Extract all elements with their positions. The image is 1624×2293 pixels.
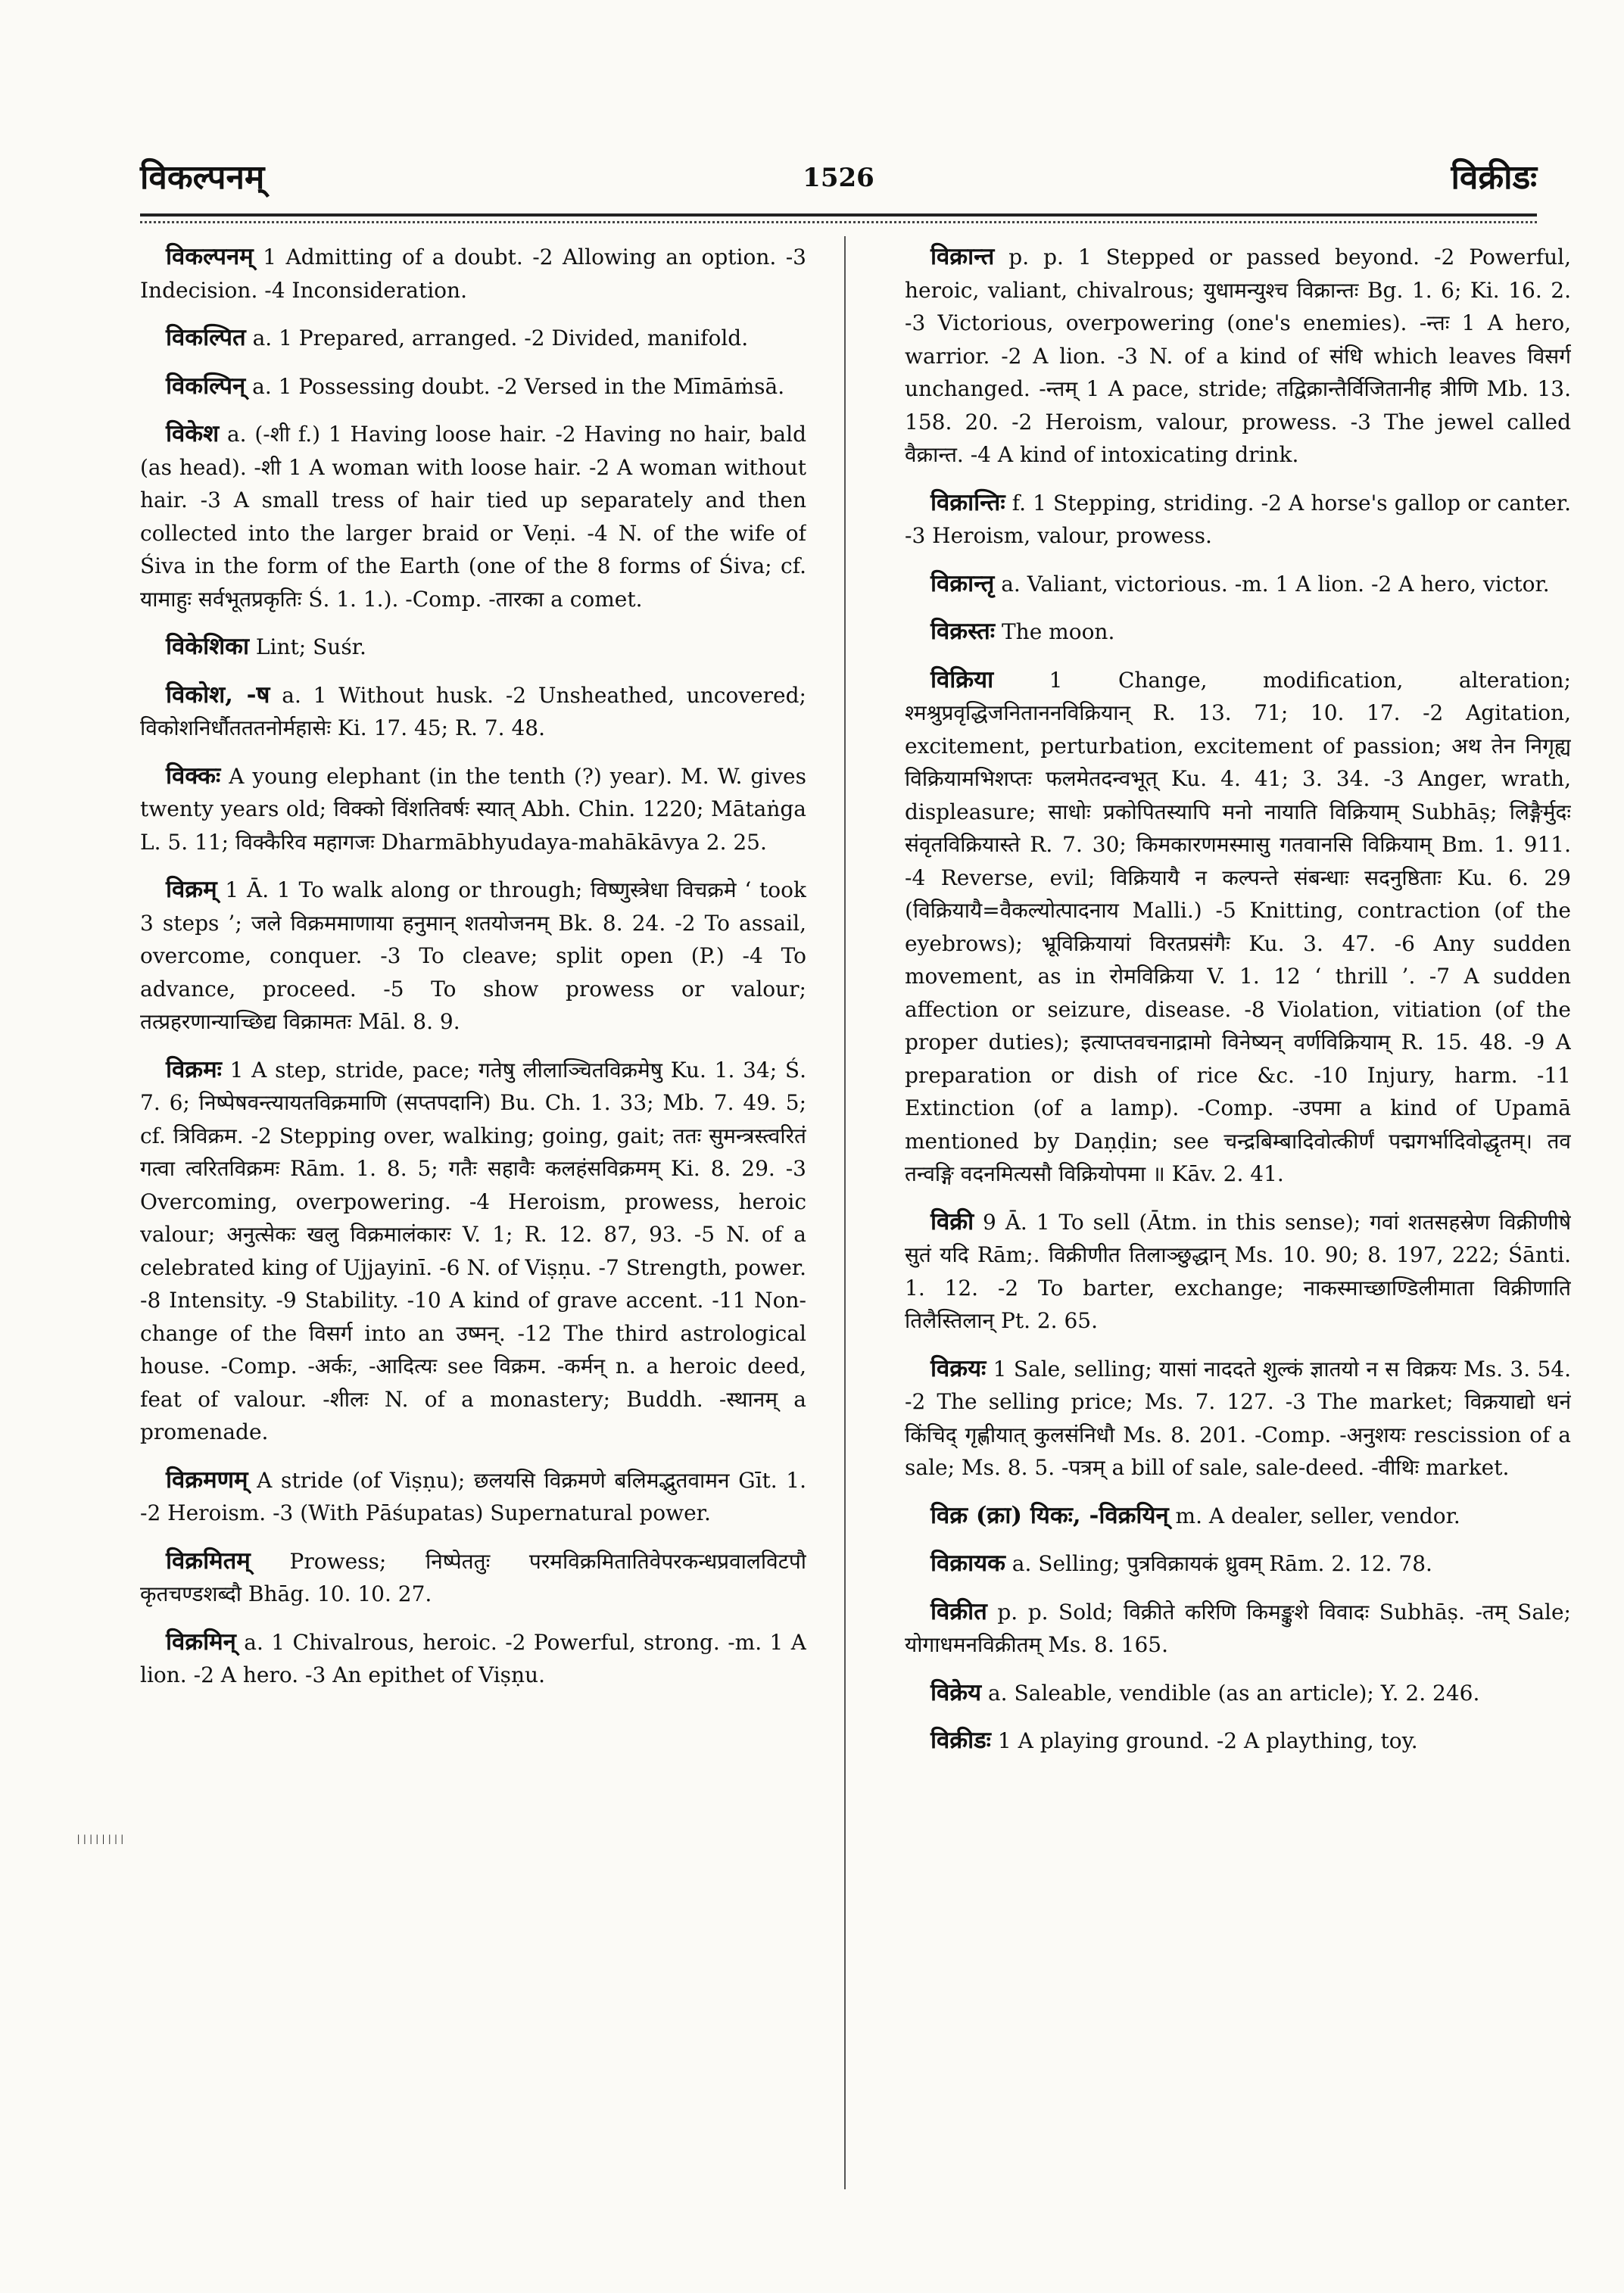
dictionary-entry	[140, 874, 806, 1039]
entry-headword: विक्री	[930, 1207, 974, 1235]
entry-definition: p. p. 1 Stepped or passed beyond. -2 Powerful, heroic, valiant, chivalrous; युधामन्युश्च विक्रान्तः Bg. 1. 6; Ki. 16. 2. -3 Victorious, overpowering (one's enemies). -न्तः 1 A hero, warrior. -2 A lion. -3 N. of a kind of संधि which leaves विसर्ग unchanged. -न्तम् 1 A pace, stride; तद्विक्रान्तैर्विजितानीह त्रीणि Mb. 13. 158. 20. -2 Heroism, valour, prowess. -3 The jewel called वैक्रान्त. -4 A kind of intoxicating drink.	[905, 245, 1571, 467]
right-running-headword: विक्रीडः	[1451, 158, 1537, 197]
entry-headword: विक्रस्तः	[930, 618, 996, 645]
entry-definition: a. 1 Possessing doubt. -2 Versed in the Mīmāṁsā.	[245, 373, 785, 399]
entry-headword: विक्रमः	[166, 1055, 222, 1083]
entry-headword: विक्रेय	[930, 1678, 982, 1706]
entry-headword: विकेशिका	[166, 633, 250, 660]
entry-headword: विक्रान्तिः	[930, 488, 1005, 516]
entry-definition: 9 Ā. 1 To sell (Ātm. in this sense); गवां शतसहस्रेण विक्रीणीषे सुतं यदि Rām;. विक्रीणीत तिलाञ्छुद्धान् Ms. 10. 90; 8. 197, 222; Śānti. 1. 12. -2 To barter, exchange; नाकस्माच्छाण्डिलीमाता विक्रीणाति तिलैस्तिलान् Pt. 2. 65.	[905, 1209, 1571, 1333]
entry-headword: विक्रीत	[930, 1597, 987, 1625]
dictionary-entry	[905, 1500, 1571, 1533]
dictionary-entry	[905, 241, 1571, 472]
entry-headword: विकोश, -ष	[166, 681, 270, 709]
entry-definition: p. p. Sold; विक्रीते करिणि किमङ्कुशे विवादः Subhāṣ. -तम् Sale; योगाधमनविक्रीतम् Ms. 8. 165.	[905, 1599, 1571, 1657]
margin-mark: ||||||||	[76, 1833, 126, 1844]
dictionary-entry	[905, 664, 1571, 1191]
dictionary-entry	[140, 631, 806, 664]
entry-definition: Lint; Suśr.	[249, 634, 366, 659]
entry-headword: विक्कः	[166, 762, 221, 790]
entry-headword: विक्रीडः	[930, 1727, 991, 1754]
entry-headword: विक्रान्तृ	[930, 569, 995, 597]
dictionary-entry	[905, 615, 1571, 649]
dictionary-entry	[905, 1724, 1571, 1758]
page-number: 1526	[803, 163, 874, 193]
entry-definition: f. 1 Stepping, striding. -2 A horse's gallop or canter. -3 Heroism, valour, prowess.	[905, 490, 1571, 548]
entry-definition: a. Saleable, vendible (as an article); Y. 2. 246.	[981, 1680, 1480, 1706]
entry-definition: a. 1 Prepared, arranged. -2 Divided, manifold.	[245, 326, 749, 350]
column-divider	[844, 236, 846, 2189]
entry-headword: विक्रमिन्	[166, 1628, 236, 1656]
dictionary-entry	[140, 679, 806, 745]
dictionary-entry	[140, 760, 806, 859]
entry-definition: Prowess; निष्पेततुः परमविक्रमितातिवेपरकन्धप्रवालविटपौ कृतचण्डशब्दौ Bhāg. 10. 10. 27.	[140, 1548, 806, 1606]
entry-definition: a. Valiant, victorious. -m. 1 A lion. -2 A hero, victor.	[994, 571, 1550, 597]
dictionary-entry	[140, 322, 806, 355]
entry-headword: विकेश	[166, 420, 220, 447]
entry-headword: विकल्पिन्	[166, 372, 246, 400]
entry-definition: 1 A playing ground. -2 A plaything, toy.	[990, 1728, 1418, 1753]
dictionary-entry	[905, 1353, 1571, 1485]
left-column	[140, 241, 806, 2179]
entry-definition: A young elephant (in the tenth (?) year). M. W. gives twenty years old; विक्को विंशतिवर्षः स्यात् Abh. Chin. 1220; Mātaṅga L. 5. 11; विक्कैरिव महागजः Dharmābhyudaya-mahākāvya 2. 25.	[140, 763, 806, 855]
page-header	[140, 155, 1537, 208]
header-rule	[140, 213, 1537, 217]
dictionary-entry	[140, 1626, 806, 1692]
entry-definition: 1 Admitting of a doubt. -2 Allowing an option. -3 Indecision. -4 Inconsideration.	[140, 245, 806, 303]
dictionary-entry	[905, 1677, 1571, 1710]
entry-headword: विक्रायक	[930, 1550, 1005, 1577]
dictionary-entry	[905, 1206, 1571, 1338]
entry-definition: a. Selling; पुत्रविक्रायकं ध्रुवम् Rām. 2. 12. 78.	[1005, 1551, 1432, 1576]
dictionary-entry	[140, 1464, 806, 1530]
left-running-headword: विकल्पनम्	[140, 158, 265, 197]
right-column	[905, 241, 1571, 2179]
entry-definition: 1 Ā. 1 To walk along or through; विष्णुस्त्रेधा विचक्रमे ‘ took 3 steps ’; जले विक्रममाणाया हनुमान् शतयोजनम् Bk. 8. 24. -2 To assail, overcome, conquer. -3 To cleave; split open (P.) -4 To advance, proceed. -5 To show prowess or valour; तत्प्रहरणान्याच्छिद्य विक्रामतः Māl. 8. 9.	[140, 877, 806, 1034]
entry-headword: विक्रिया	[930, 665, 994, 693]
entry-definition: 1 Sale, selling; यासां नाददते शुल्कं ज्ञातयो न स विक्रयः Ms. 3. 54. -2 The selling price; Ms. 7. 127. -3 The market; विक्रयाद्यो धनं किंचिद् गृह्णीयात् कुलसंनिधौ Ms. 8. 201. -Comp. -अनुशयः rescission of a sale; Ms. 8. 5. -पत्रम् a bill of sale, sale-deed. -वीथिः market.	[905, 1356, 1571, 1480]
entry-definition: a. (-शी f.) 1 Having loose hair. -2 Having no hair, bald (as head). -शी 1 A woman with loose hair. -2 A woman without hair. -3 A small tress of hair tied up separately and then collected into the larger braid or Veṇi. -4 N. of the wife of Śiva in the form of the Earth (one of the 8 forms of Śiva; cf. यामाहुः सर्वभूतप्रकृतिः Ś. 1. 1.). -Comp. -तारका a comet.	[140, 422, 806, 612]
entry-headword: विकल्पित	[166, 324, 246, 351]
dictionary-entry	[905, 487, 1571, 553]
entry-headword: विक्रम्	[166, 876, 217, 903]
entry-definition: a. 1 Chivalrous, heroic. -2 Powerful, strong. -m. 1 A lion. -2 A hero. -3 An epithet of Viṣṇu.	[140, 1629, 806, 1687]
dictionary-entry	[140, 1054, 806, 1449]
entry-headword: विक्र (क्रा) यिकः, -विक्रयिन्	[930, 1501, 1169, 1529]
entry-definition: 1 Change, modification, alteration; श्मश्रुप्रवृद्धिजनिताननविक्रियान् R. 13. 71; 10. 17. -2 Agitation, excitement, perturbation, excitement of passion; अथ तेन निगृह्य विक्रियामभिशप्तः फलमेतदन्वभूत् Ku. 4. 41; 3. 34. -3 Anger, wrath, displeasure; साधोः प्रकोपितस्यापि मनो नायाति विक्रियाम् Subhāṣ; लिङ्गैर्मुदः संवृतविक्रियास्ते R. 7. 30; किमकारणमस्मासु गतवानसि विक्रियाम् Bm. 1. 911. -4 Reverse, evil; विक्रियायै न कल्पन्ते संबन्धाः सदनुष्ठिताः Ku. 6. 29 (विक्रियायै=वैकल्योत्पादनाय Malli.) -5 Knitting, contraction (of the eyebrows); भ्रूविक्रियायां विरतप्रसंगैः Ku. 3. 47. -6 Any sudden movement, as in रोमविक्रिया V. 1. 12 ‘ thrill ’. -7 A sudden affection or seizure, disease. -8 Violation, vitiation (of the proper duties); इत्याप्तवचनाद्रामो विनेष्यन् वर्णविक्रियाम् R. 15. 48. -9 A preparation or dish of rice &c. -10 Injury, harm. -11 Extinction (of a lamp). -Comp. -उपमा a kind of Upamā mentioned by Daṇḍin; see चन्द्रबिम्बादिवोत्कीर्णं पद्मगर्भादिवोद्धृतम्। तव तन्वङ्गि वदनमित्यसौ विक्रियोपमा ॥ Kāv. 2. 41.	[905, 667, 1571, 1186]
dictionary-entry	[905, 1547, 1571, 1581]
entry-headword: विक्रान्त	[930, 243, 995, 270]
entry-definition: m. A dealer, seller, vendor.	[1168, 1503, 1460, 1528]
dictionary-entry	[905, 568, 1571, 601]
entry-definition: The moon.	[995, 619, 1115, 644]
entry-headword: विकल्पनम्	[166, 243, 254, 270]
dictionary-entry	[140, 241, 806, 307]
dictionary-entry	[140, 370, 806, 403]
entry-definition: A stride (of Viṣṇu); छलयसि विक्रमणे बलिमद्भुतवामन Gīt. 1. -2 Heroism. -3 (With Pāśupatas) Supernatural power.	[140, 1467, 806, 1525]
entry-headword: विक्रमणम्	[166, 1466, 248, 1494]
header-dotted-rule	[140, 221, 1537, 223]
dictionary-entry	[140, 1545, 806, 1611]
entry-definition: 1 A step, stride, pace; गतेषु लीलाञ्चितविक्रमेषु Ku. 1. 34; Ś. 7. 6; निष्पेषवन्त्यायतविक्रमाणि (सप्तपदानि) Bu. Ch. 1. 33; Mb. 7. 49. 5; cf. त्रिविक्रम. -2 Stepping over, walking; going, gait; ततः सुमन्त्रस्त्वरितं गत्वा त्वरितविक्रमः Rām. 1. 8. 5; गतैः सहावैः कलहंसविक्रमम् Ki. 8. 29. -3 Overcoming, overpowering. -4 Heroism, prowess, heroic valour; अनुत्सेकः खलु विक्रमालंकारः V. 1; R. 12. 87, 93. -5 N. of a celebrated king of Ujjayinī. -6 N. of Viṣṇu. -7 Strength, power. -8 Intensity. -9 Stability. -10 A kind of grave accent. -11 Non-change of the विसर्ग into an उष्मन्. -12 The third astrological house. -Comp. -अर्कः, -आदित्यः see विक्रम. -कर्मन् n. a heroic deed, feat of valour. -शीलः N. of a monastery; Buddh. -स्थानम् a promenade.	[140, 1057, 806, 1444]
entry-headword: विक्रमितम्	[166, 1547, 251, 1575]
entry-definition: a. 1 Without husk. -2 Unsheathed, uncovered; विकोशनिर्धौतततनोर्महासेः Ki. 17. 45; R. 7. 48.	[140, 682, 806, 740]
dictionary-entry	[140, 418, 806, 615]
entry-headword: विक्रयः	[930, 1354, 987, 1382]
dictionary-entry	[905, 1596, 1571, 1662]
